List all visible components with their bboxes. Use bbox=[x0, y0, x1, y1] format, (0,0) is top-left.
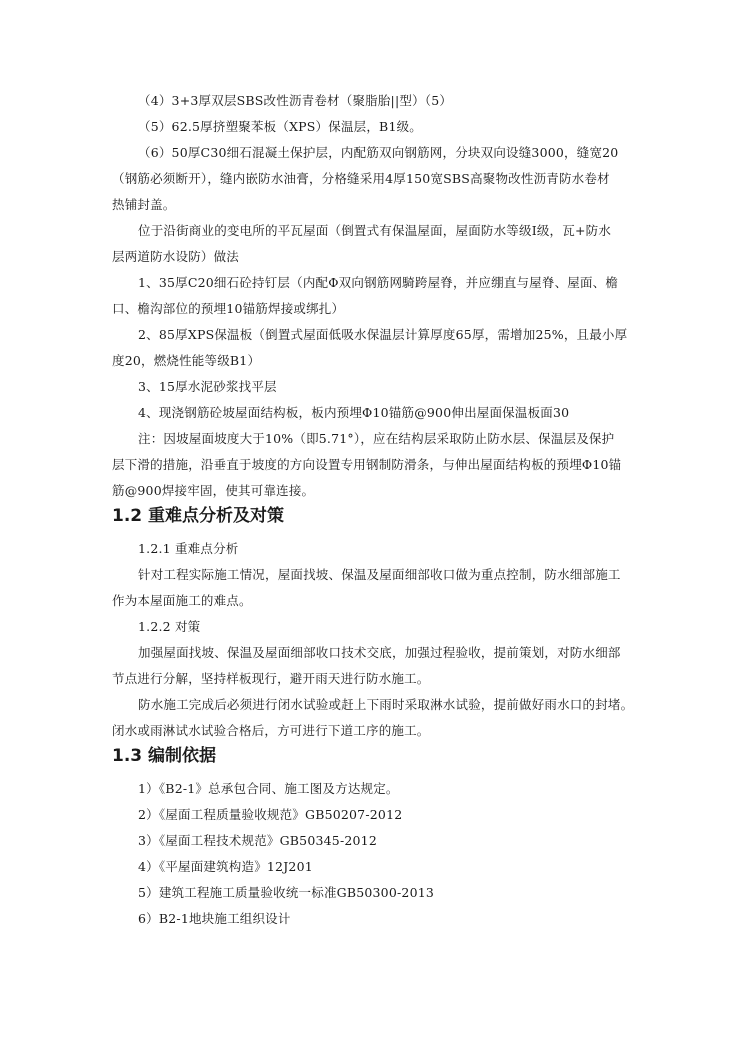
list-item: 4）《平屋面建筑构造》12J201 bbox=[138, 859, 313, 874]
list-item: 1）《B2-1》总承包合同、施工图及方达规定。 bbox=[138, 781, 399, 796]
note-line: 注：因坡屋面坡度大于10%（即5.71°），应在结构层采取防止防水层、保温层及保护 bbox=[138, 431, 615, 446]
paragraph-line: 防水施工完成后必须进行闭水试验或赶上下雨时采取淋水试验，提前做好雨水口的封堵。 bbox=[138, 697, 634, 712]
list-item: 5）建筑工程施工质量验收统一标准GB50300-2013 bbox=[138, 885, 435, 900]
paragraph-line: 口、檐沟部位的预埋10锚筋焊接或绑扎） bbox=[112, 301, 345, 316]
list-item: 2）《屋面工程质量验收规范》GB50207-2012 bbox=[138, 807, 403, 822]
paragraph-line: 闭水或雨淋试水试验合格后，方可进行下道工序的施工。 bbox=[112, 723, 430, 738]
paragraph-line: 2、85厚XPS保温板（倒置式屋面低吸水保温层计算厚度65厚，需增加25%，且最小厚 bbox=[138, 327, 628, 342]
paragraph-line: 节点进行分解，坚持样板现行，避开雨天进行防水施工。 bbox=[112, 671, 430, 686]
list-item: （4）3+3厚双层SBS改性沥青卷材（聚脂胎||型）（5） bbox=[138, 93, 453, 108]
section-heading: 1.3 编制依据 bbox=[112, 746, 217, 766]
list-item: 3）《屋面工程技术规范》GB50345-2012 bbox=[138, 833, 377, 848]
paragraph-line: 加强屋面找坡、保温及屋面细部收口技术交底，加强过程验收，提前策划，对防水细部 bbox=[138, 645, 621, 660]
paragraph-line: 热铺封盖。 bbox=[112, 197, 176, 212]
paragraph-line: 作为本屋面施工的难点。 bbox=[112, 593, 252, 608]
subsection-heading: 1.2.2 对策 bbox=[138, 619, 201, 634]
paragraph-line: 3、15厚水泥砂浆找平层 bbox=[138, 379, 277, 394]
list-item: 6）B2-1地块施工组织设计 bbox=[138, 911, 291, 926]
paragraph-line: 位于沿街商业的变电所的平瓦屋面（倒置式有保温屋面，屋面防水等级I级，瓦+防水 bbox=[138, 223, 612, 238]
paragraph-line: 1、35厚C20细石砼持钉层（内配Φ双向钢筋网騎跨屋脊，并应绷直与屋脊、屋面、檐 bbox=[138, 275, 619, 290]
list-item: （5）62.5厚挤塑聚苯板（XPS）保温层，B1级。 bbox=[138, 119, 422, 134]
paragraph-line: 层两道防水设防）做法 bbox=[112, 249, 240, 264]
paragraph-line: （钢筋必须断开），缝内嵌防水油膏，分格缝采用4厚150宽SBS高聚物改性沥青防水卷材 bbox=[112, 171, 610, 186]
paragraph-line: 度20，燃烧性能等级B1） bbox=[112, 353, 261, 368]
paragraph-line: 4、现浇钢筋砼坡屋面结构板，板内预埋Φ10锚筋@900伸出屋面保温板面30 bbox=[138, 405, 570, 420]
paragraph-line: 针对工程实际施工情况，屋面找坡、保温及屋面细部收口做为重点控制，防水细部施工 bbox=[138, 567, 621, 582]
subsection-heading: 1.2.1 重难点分析 bbox=[138, 541, 239, 556]
note-line: 筋@900焊接牢固，使其可靠连接。 bbox=[112, 483, 315, 498]
paragraph-line: （6）50厚C30细石混凝土保护层，内配筋双向钢筋网，分块双向设缝3000，缝宽20 bbox=[138, 145, 619, 160]
note-line: 层下滑的措施，沿垂直于坡度的方向设置专用钢制防滑条，与伸出屋面结构板的预埋Φ10锚 bbox=[112, 457, 622, 472]
section-heading: 1.2 重难点分析及对策 bbox=[112, 506, 285, 526]
